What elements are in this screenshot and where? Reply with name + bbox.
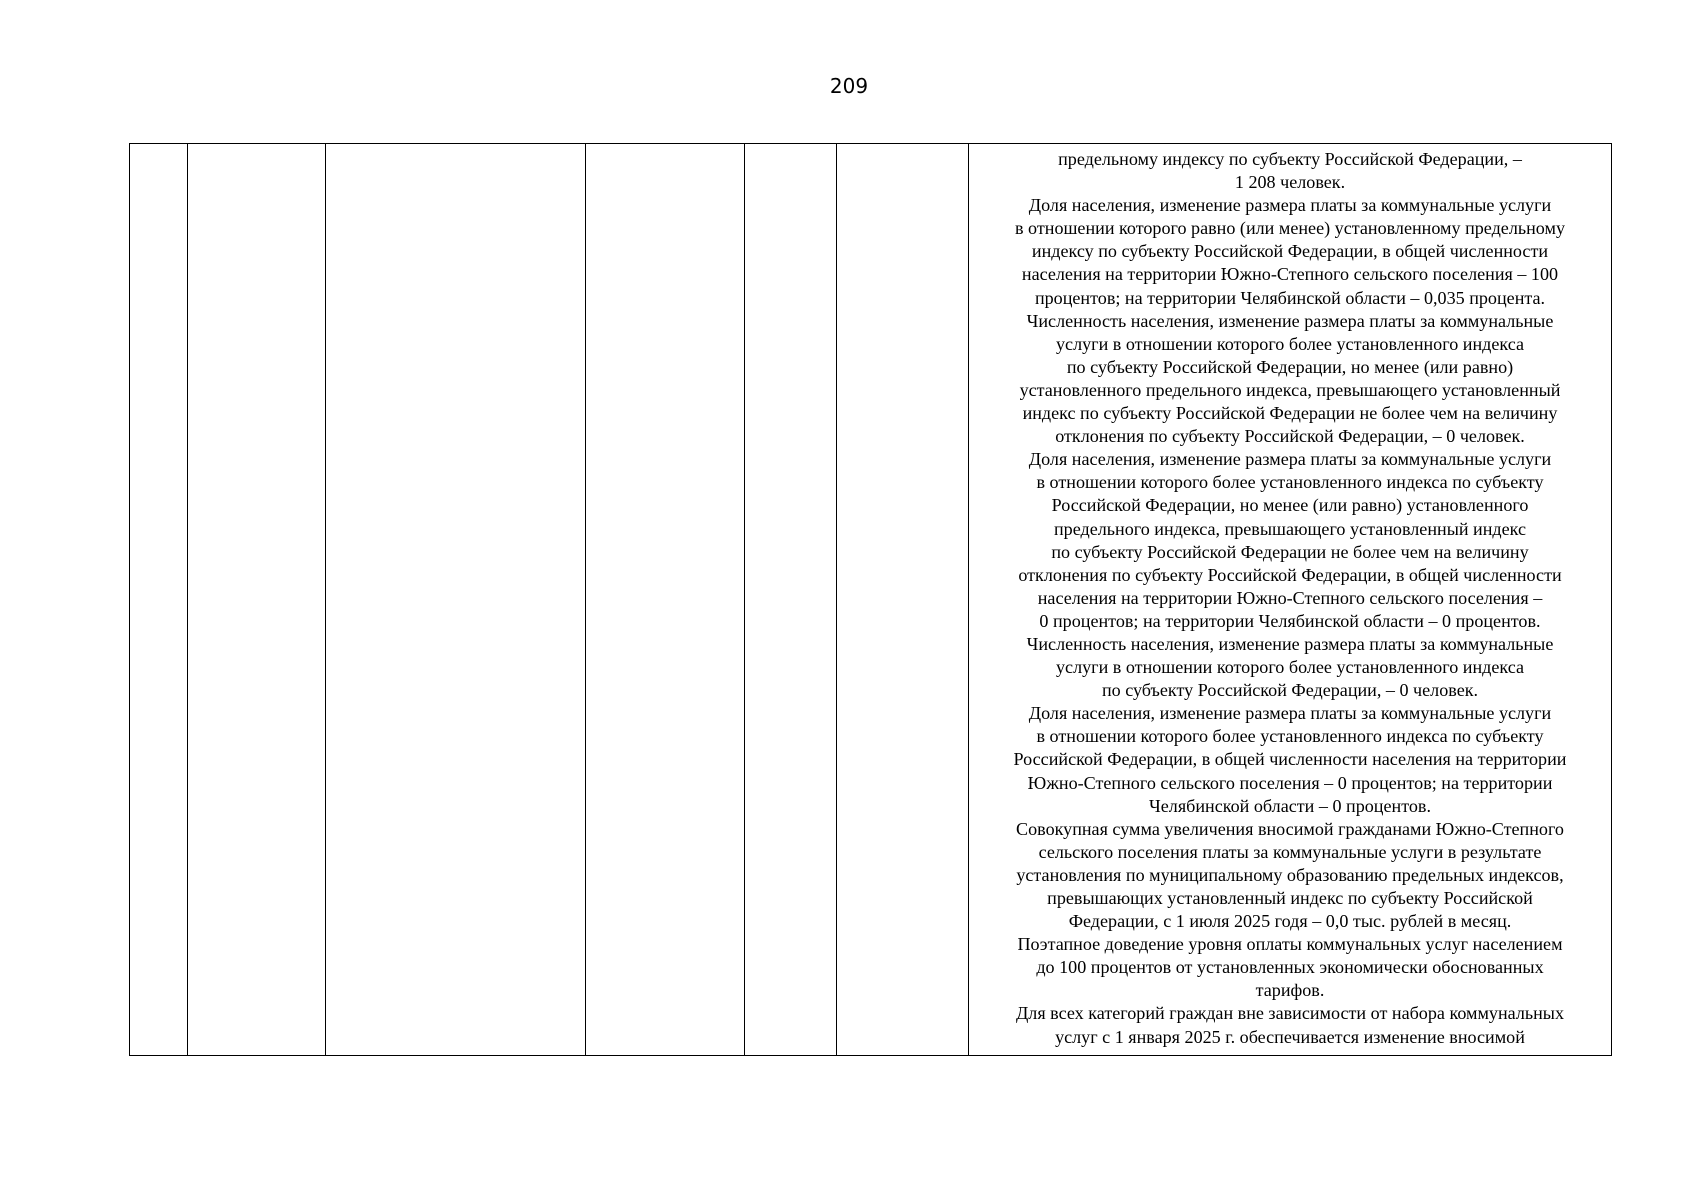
table-cell-col-5 — [745, 144, 837, 1056]
text-line: услуги в отношении которого более установленного индекса — [1056, 657, 1524, 678]
text-line: отклонения по субъекту Российской Федерации, в общей численности — [1018, 564, 1562, 585]
text-line: установленного предельного индекса, превышающего установленный — [1019, 379, 1561, 400]
table-cell-col-1 — [130, 144, 188, 1056]
text-line: 1 208 человек. — [1234, 172, 1346, 193]
text-line: в отношении которого более установленного индекса по субъекту — [1036, 472, 1544, 493]
text-line: до 100 процентов от установленных экономически обоснованных — [1036, 957, 1544, 978]
text-line: Доля населения, изменение размера платы за коммунальные услуги — [1028, 195, 1552, 216]
text-line: тарифов. — [1255, 980, 1325, 1001]
text-line: Российской Федерации, в общей численности населения на территории — [1013, 749, 1567, 770]
text-line: Совокупная сумма увеличения вносимой гражданами Южно-Степного — [1016, 818, 1564, 839]
text-line: по субъекту Российской Федерации, но менее (или равно) — [1066, 356, 1514, 377]
text-line: процентов; на территории Челябинской области – 0,035 процента. — [1034, 287, 1546, 308]
text-line: предельного индекса, превышающего установленный индекс — [1053, 518, 1527, 539]
text-line: услуги в отношении которого более установленного индекса — [1056, 333, 1524, 354]
page-number: 209 — [829, 74, 869, 98]
table-row — [130, 144, 1612, 1056]
text-line: населения на территории Южно-Степного сельского поселения – — [1037, 587, 1543, 608]
text-line: в отношении которого более установленного индекса по субъекту — [1036, 726, 1544, 747]
data-table — [129, 143, 1612, 1056]
text-line: Для всех категорий граждан вне зависимости от набора коммунальных — [1015, 1003, 1565, 1024]
text-line: 0 процентов; на территории Челябинской области – 0 процентов. — [1039, 610, 1541, 631]
text-line: Российской Федерации, но менее (или равно) установленного — [1051, 495, 1529, 516]
text-line: индекс по субъекту Российской Федерации не более чем на величину — [1022, 403, 1558, 424]
table-cell-col-4 — [586, 144, 745, 1056]
text-line: Численность населения, изменение размера платы за коммунальные — [1026, 633, 1554, 654]
table-cell-col-3 — [326, 144, 586, 1056]
text-line: Поэтапное доведение уровня оплаты коммунальных услуг населением — [1017, 934, 1563, 955]
text-line: Челябинской области – 0 процентов. — [1149, 795, 1431, 816]
cell-text-lines — [975, 148, 1605, 1049]
text-line: Федерации, с 1 июля 2025 годя – 0,0 тыс. рублей в месяц. — [1068, 911, 1512, 932]
text-line: отклонения по субъекту Российской Федерации, – 0 человек. — [1055, 426, 1525, 447]
text-line: услуг с 1 января 2025 г. обеспечивается изменение вносимой — [1055, 1026, 1525, 1047]
text-line: установления по муниципальному образованию предельных индексов, — [1016, 864, 1564, 885]
text-line: Доля населения, изменение размера платы за коммунальные услуги — [1028, 703, 1552, 724]
text-line: сельского поселения платы за коммунальные услуги в результате — [1038, 841, 1542, 862]
table-cell-col-2 — [188, 144, 326, 1056]
text-line: по субъекту Российской Федерации, – 0 человек. — [1101, 680, 1479, 701]
text-line: Доля населения, изменение размера платы за коммунальные услуги — [1028, 449, 1552, 470]
text-line: Южно-Степного сельского поселения – 0 процентов; на территории — [1027, 772, 1553, 793]
text-line: превышающих установленный индекс по субъекту Российской — [1047, 888, 1533, 908]
table-cell-text — [969, 144, 1612, 1056]
text-line: предельному индексу по субъекту Российской Федерации, – — [1058, 149, 1522, 169]
text-line: населения на территории Южно-Степного сельского поселения – 100 — [1021, 264, 1559, 285]
table-cell-col-6 — [837, 144, 969, 1056]
text-line: по субъекту Российской Федерации не более чем на величину — [1051, 541, 1529, 562]
text-line: в отношении которого равно (или менее) установленному предельному — [1014, 218, 1565, 239]
text-line: Численность населения, изменение размера платы за коммунальные — [1026, 310, 1554, 331]
text-line: индексу по субъекту Российской Федерации, в общей численности — [1031, 241, 1549, 262]
